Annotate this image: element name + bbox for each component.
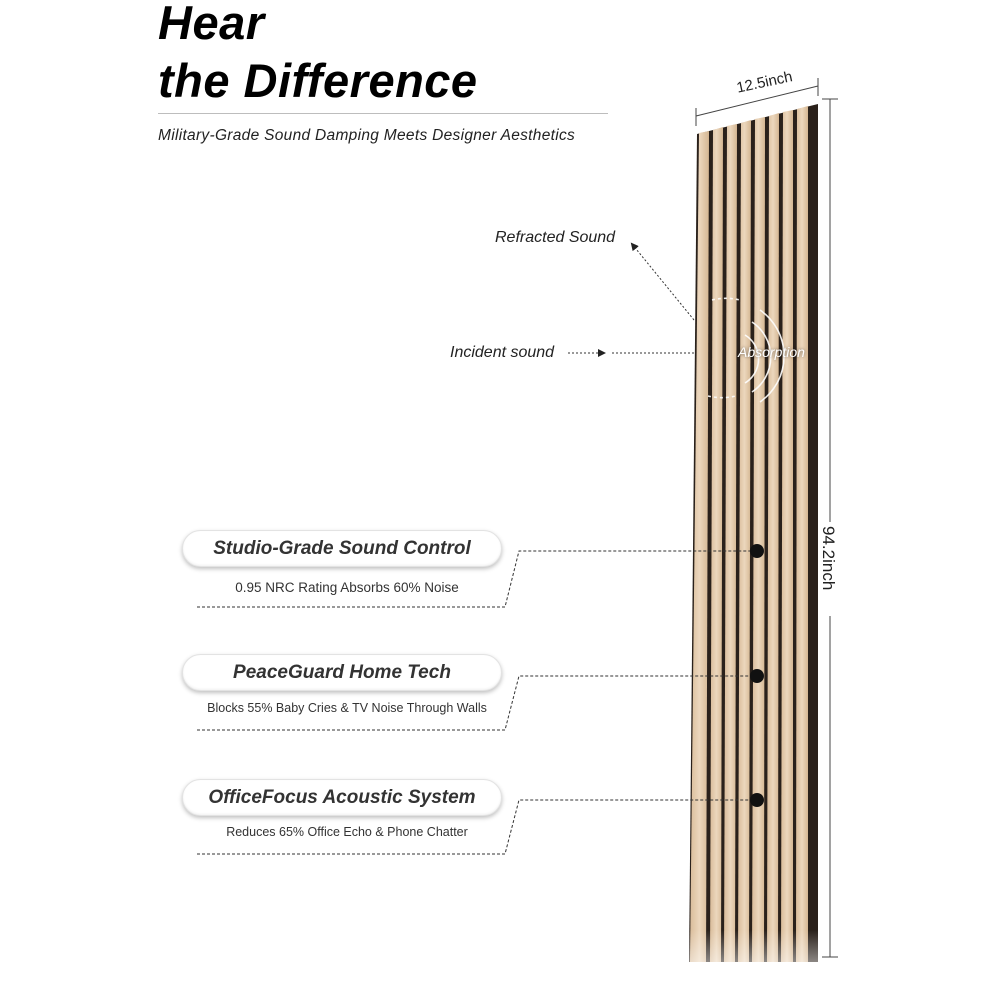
feature-title: PeaceGuard Home Tech [233, 661, 451, 683]
feature-pill-studio-grade [182, 530, 502, 567]
subtitle: Military-Grade Sound Damping Meets Designer Aesthetics [158, 127, 576, 144]
title-line-1: Hear [158, 0, 265, 49]
refracted-sound-label: Refracted Sound [495, 229, 616, 246]
feature-description: 0.95 NRC Rating Absorbs 60% Noise [235, 580, 459, 595]
floor-reflection [680, 930, 830, 1000]
height-label: 94.2inch [819, 526, 838, 591]
feature-pill-officefocus [182, 779, 502, 816]
absorption-label: Absorption [738, 344, 805, 360]
incident-sound-label: Incident sound [450, 344, 555, 361]
feature-title: OfficeFocus Acoustic System [208, 786, 476, 808]
title-line-2: the Difference [158, 54, 478, 107]
feature-description: Blocks 55% Baby Cries & TV Noise Through Walls [207, 701, 487, 715]
feature-title: Studio-Grade Sound Control [213, 537, 471, 559]
width-label: 12.5inch [735, 68, 795, 97]
refracted-line [632, 244, 694, 320]
feature-pill-peaceguard [182, 654, 502, 691]
feature-description: Reduces 65% Office Echo & Phone Chatter [226, 825, 468, 839]
